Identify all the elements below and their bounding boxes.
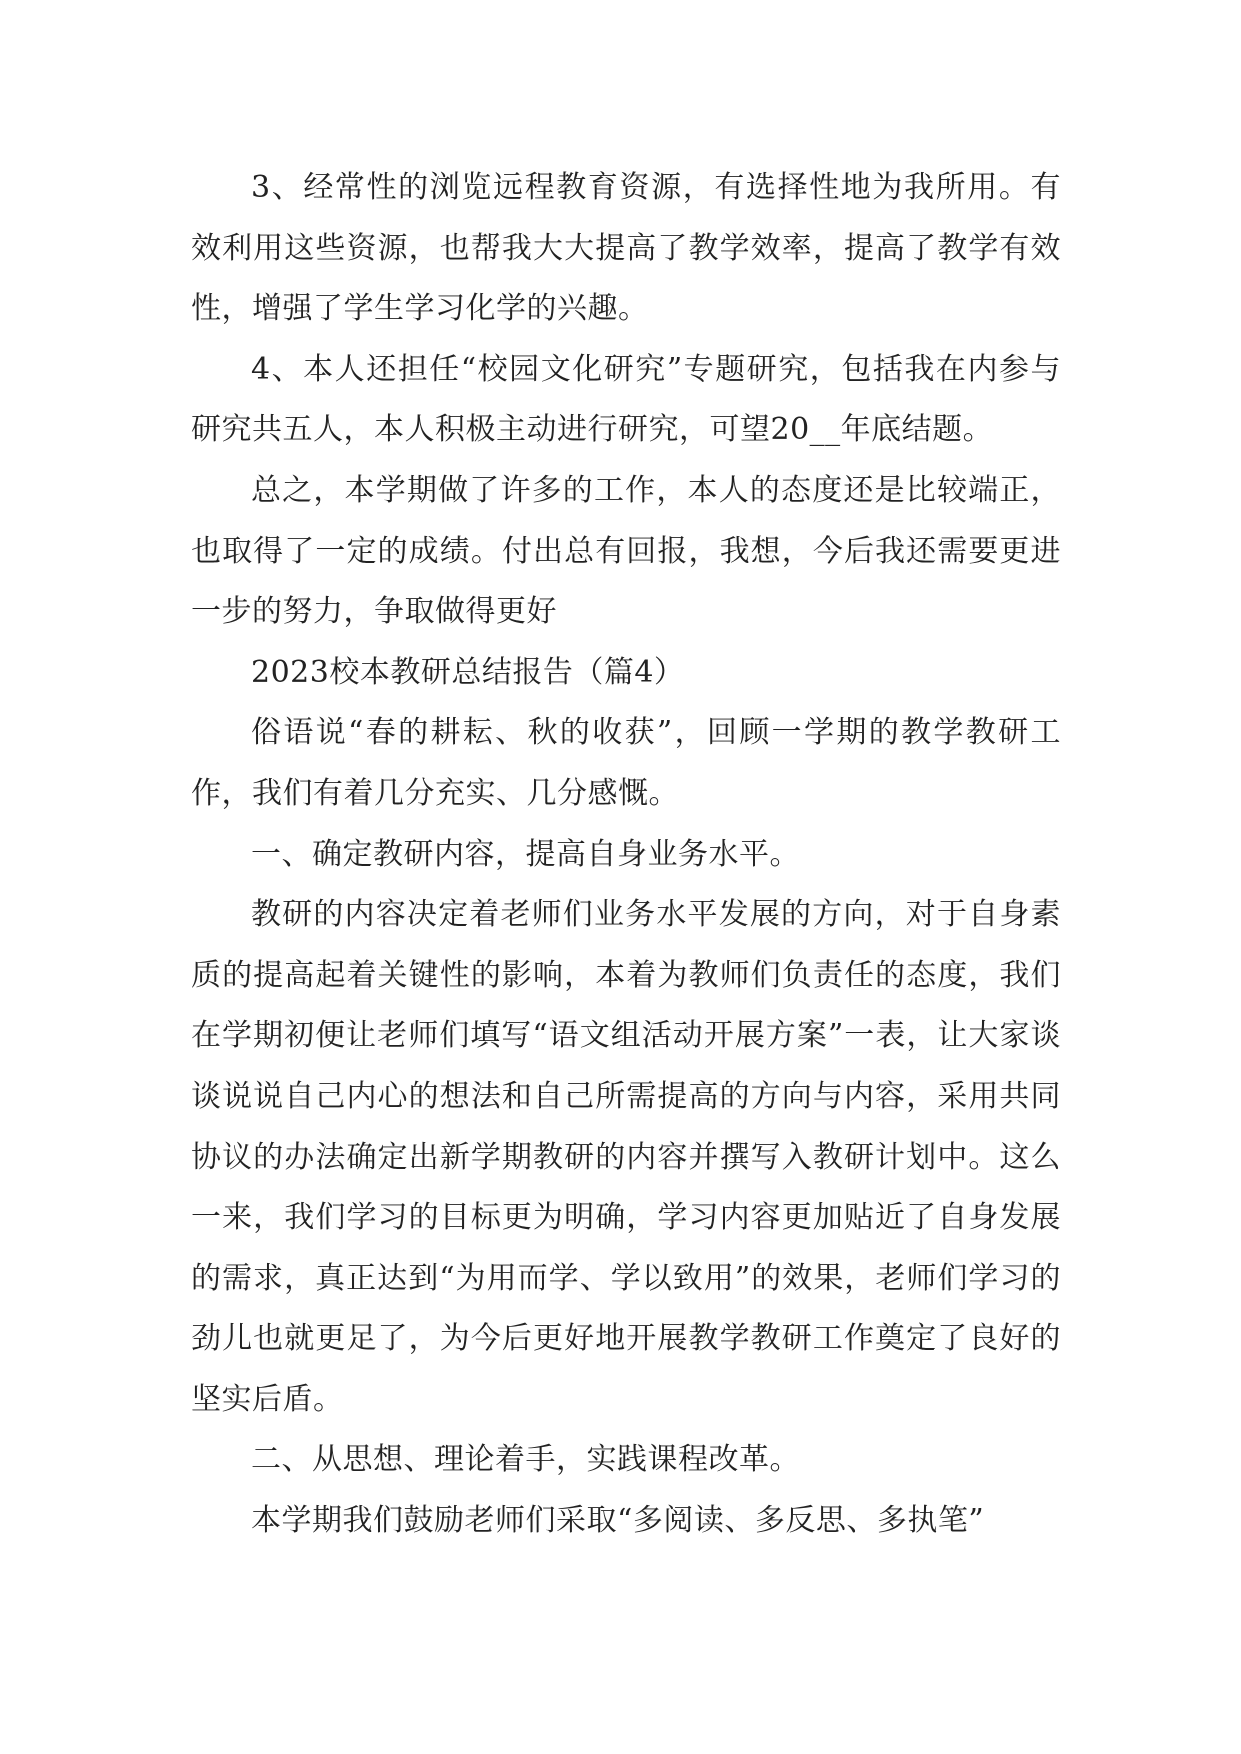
paragraph-heading-one: 一、确定教研内容，提高自身业务水平。 [251, 836, 800, 872]
paragraph-research: 4、本人还担任“校园文化研究”专题研究，包括我在内参与研究共五人，本人积极主动进行研究，可望20__年底结题。 [191, 351, 1061, 448]
paragraph-summary: 总之，本学期做了许多的工作，本人的态度还是比较端正，也取得了一定的成绩。付出总有回报，我想，今后我还需要更进一步的努力，争取做得更好 [191, 472, 1061, 630]
paragraph-encourage: 本学期我们鼓励老师们采取“多阅读、多反思、多执笔” [251, 1503, 985, 1539]
paragraph-resources: 3、经常性的浏览远程教育资源，有选择性地为我所用。有效利用这些资源，也帮我大大提高了教学效率，提高了教学有效性，增强了学生学习化学的兴趣。 [191, 170, 1061, 327]
paragraph-content-direction: 教研的内容决定着老师们业务水平发展的方向，对于自身素质的提高起着关键性的影响，本着为教师们负责任的态度，我们在学期初便让老师们填写“语文组活动开展方案”一表，让大家谈谈说说自己内心的想法和自己所需提高的方向与内容，采用共同协议的办法确定出新学期教研的内容并撰写入教研计划中。这么一来，我们学习的目标更为明确，学习内容更加贴近了自身发展的需求，真正达到“为用而学、学以致用”的效果，老师们学习的劲儿也就更足了，为今后更好地开展教学教研工作奠定了良好的坚实后盾。 [191, 897, 1061, 1417]
paragraph-heading-two: 二、从思想、理论着手，实践课程改革。 [251, 1442, 800, 1478]
paragraph-intro: 俗语说“春的耕耘、秋的收获”，回顾一学期的教学教研工作，我们有着几分充实、几分感慨。 [191, 715, 1061, 811]
section-title: 2023校本教研总结报告（篇4） [251, 654, 685, 690]
document-body [191, 158, 1061, 1552]
